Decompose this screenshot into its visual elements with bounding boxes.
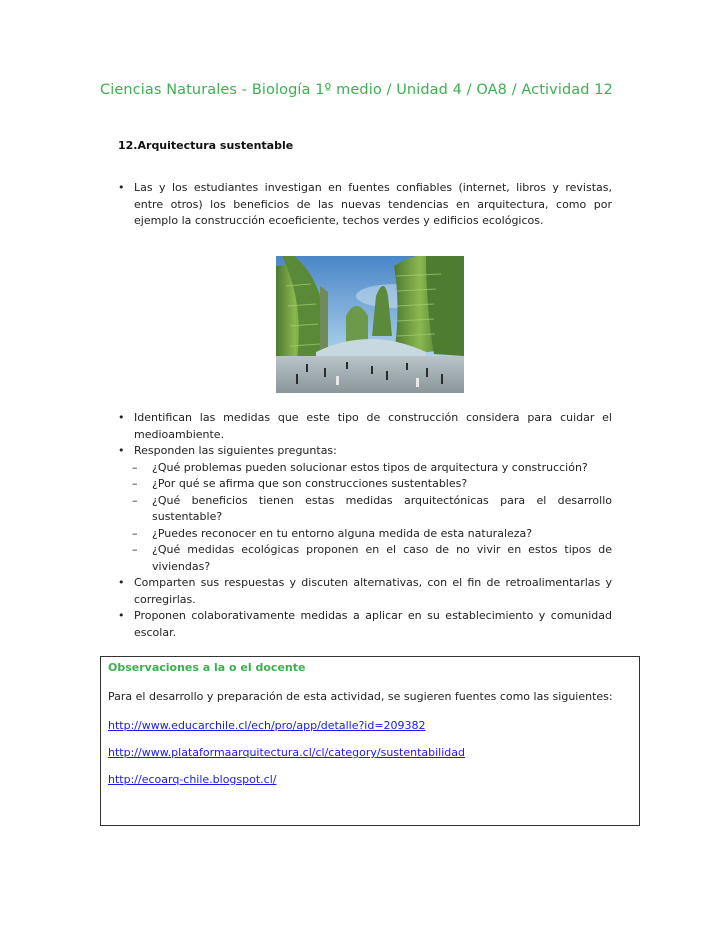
educarchile-link[interactable]: http://www.educarchile.cl/ech/pro/app/detalle?id=209382 [108,719,426,732]
page-header-breadcrumb: Ciencias Naturales - Biología 1º medio / Unidad 4 / OA8 / Actividad 12 [100,82,613,98]
observations-text: Para el desarrollo y preparación de esta actividad, se sugieren fuentes como las siguientes: [108,690,613,703]
dash-icon: – [132,543,138,556]
sustainable-architecture-image [276,256,464,393]
task-bullet-item [118,443,612,460]
dash-icon: – [132,460,138,474]
task-bullet-list [118,410,612,641]
dash-icon: – [132,526,138,540]
observations-title: Observaciones a la o el docente [108,661,306,674]
intro-bullet-item [118,180,612,230]
bullet-icon: • [118,411,125,424]
activity-number: 12. [118,139,138,152]
task-bullet-text: Identifican las medidas que este tipo de construcción considera para cuidar el medioambiente. [134,411,612,441]
question-item [118,476,612,493]
task-bullet-item [118,575,612,608]
dash-icon: – [132,493,138,507]
question-text: ¿Qué medidas ecológicas proponen en el caso de no vivir en estos tipos de viviendas? [152,543,612,573]
bullet-icon: • [118,181,125,194]
question-text: ¿Por qué se afirma que son construcciones sustentables? [152,477,468,490]
task-bullet-item [118,410,612,443]
activity-title [118,139,293,152]
task-bullet-text: Comparten sus respuestas y discuten alternativas, con el fin de retroalimentarlas y corregirlas. [134,576,612,606]
bullet-icon: • [118,444,125,457]
question-text: ¿Qué problemas pueden solucionar estos tipos de arquitectura y construcción? [152,460,588,474]
question-item [118,542,612,575]
task-bullet-text: Responden las siguientes preguntas: [134,444,337,457]
bullet-icon: • [118,609,125,622]
activity-title-text: Arquitectura sustentable [137,139,294,152]
intro-bullet-text: Las y los estudiantes investigan en fuentes confiables (internet, libros y revistas, entre otros) los beneficios de las nuevas tendencias en arquitectura, como por ejemplo la construcción ecoeficiente, techos verdes y edificios ecológicos. [134,181,612,227]
teacher-observations-box [100,656,640,826]
plataformaarquitectura-link[interactable]: http://www.plataformaarquitectura.cl/cl/category/sustentabilidad [108,746,465,759]
question-item [118,460,612,477]
question-item [118,493,612,526]
question-text: ¿Puedes reconocer en tu entorno alguna medida de esta naturaleza? [152,526,533,540]
task-bullet-text: Proponen colaborativamente medidas a aplicar en su establecimiento y comunidad escolar. [134,609,612,639]
intro-bullet-list [118,180,612,230]
question-text: ¿Qué beneficios tienen estas medidas arquitectónicas para el desarrollo sustentable? [152,493,612,523]
bullet-icon: • [118,576,125,589]
ecoarq-blog-link[interactable]: http://ecoarq-chile.blogspot.cl/ [108,773,277,786]
dash-icon: – [132,477,138,490]
question-item [118,526,612,543]
task-bullet-item [118,608,612,641]
